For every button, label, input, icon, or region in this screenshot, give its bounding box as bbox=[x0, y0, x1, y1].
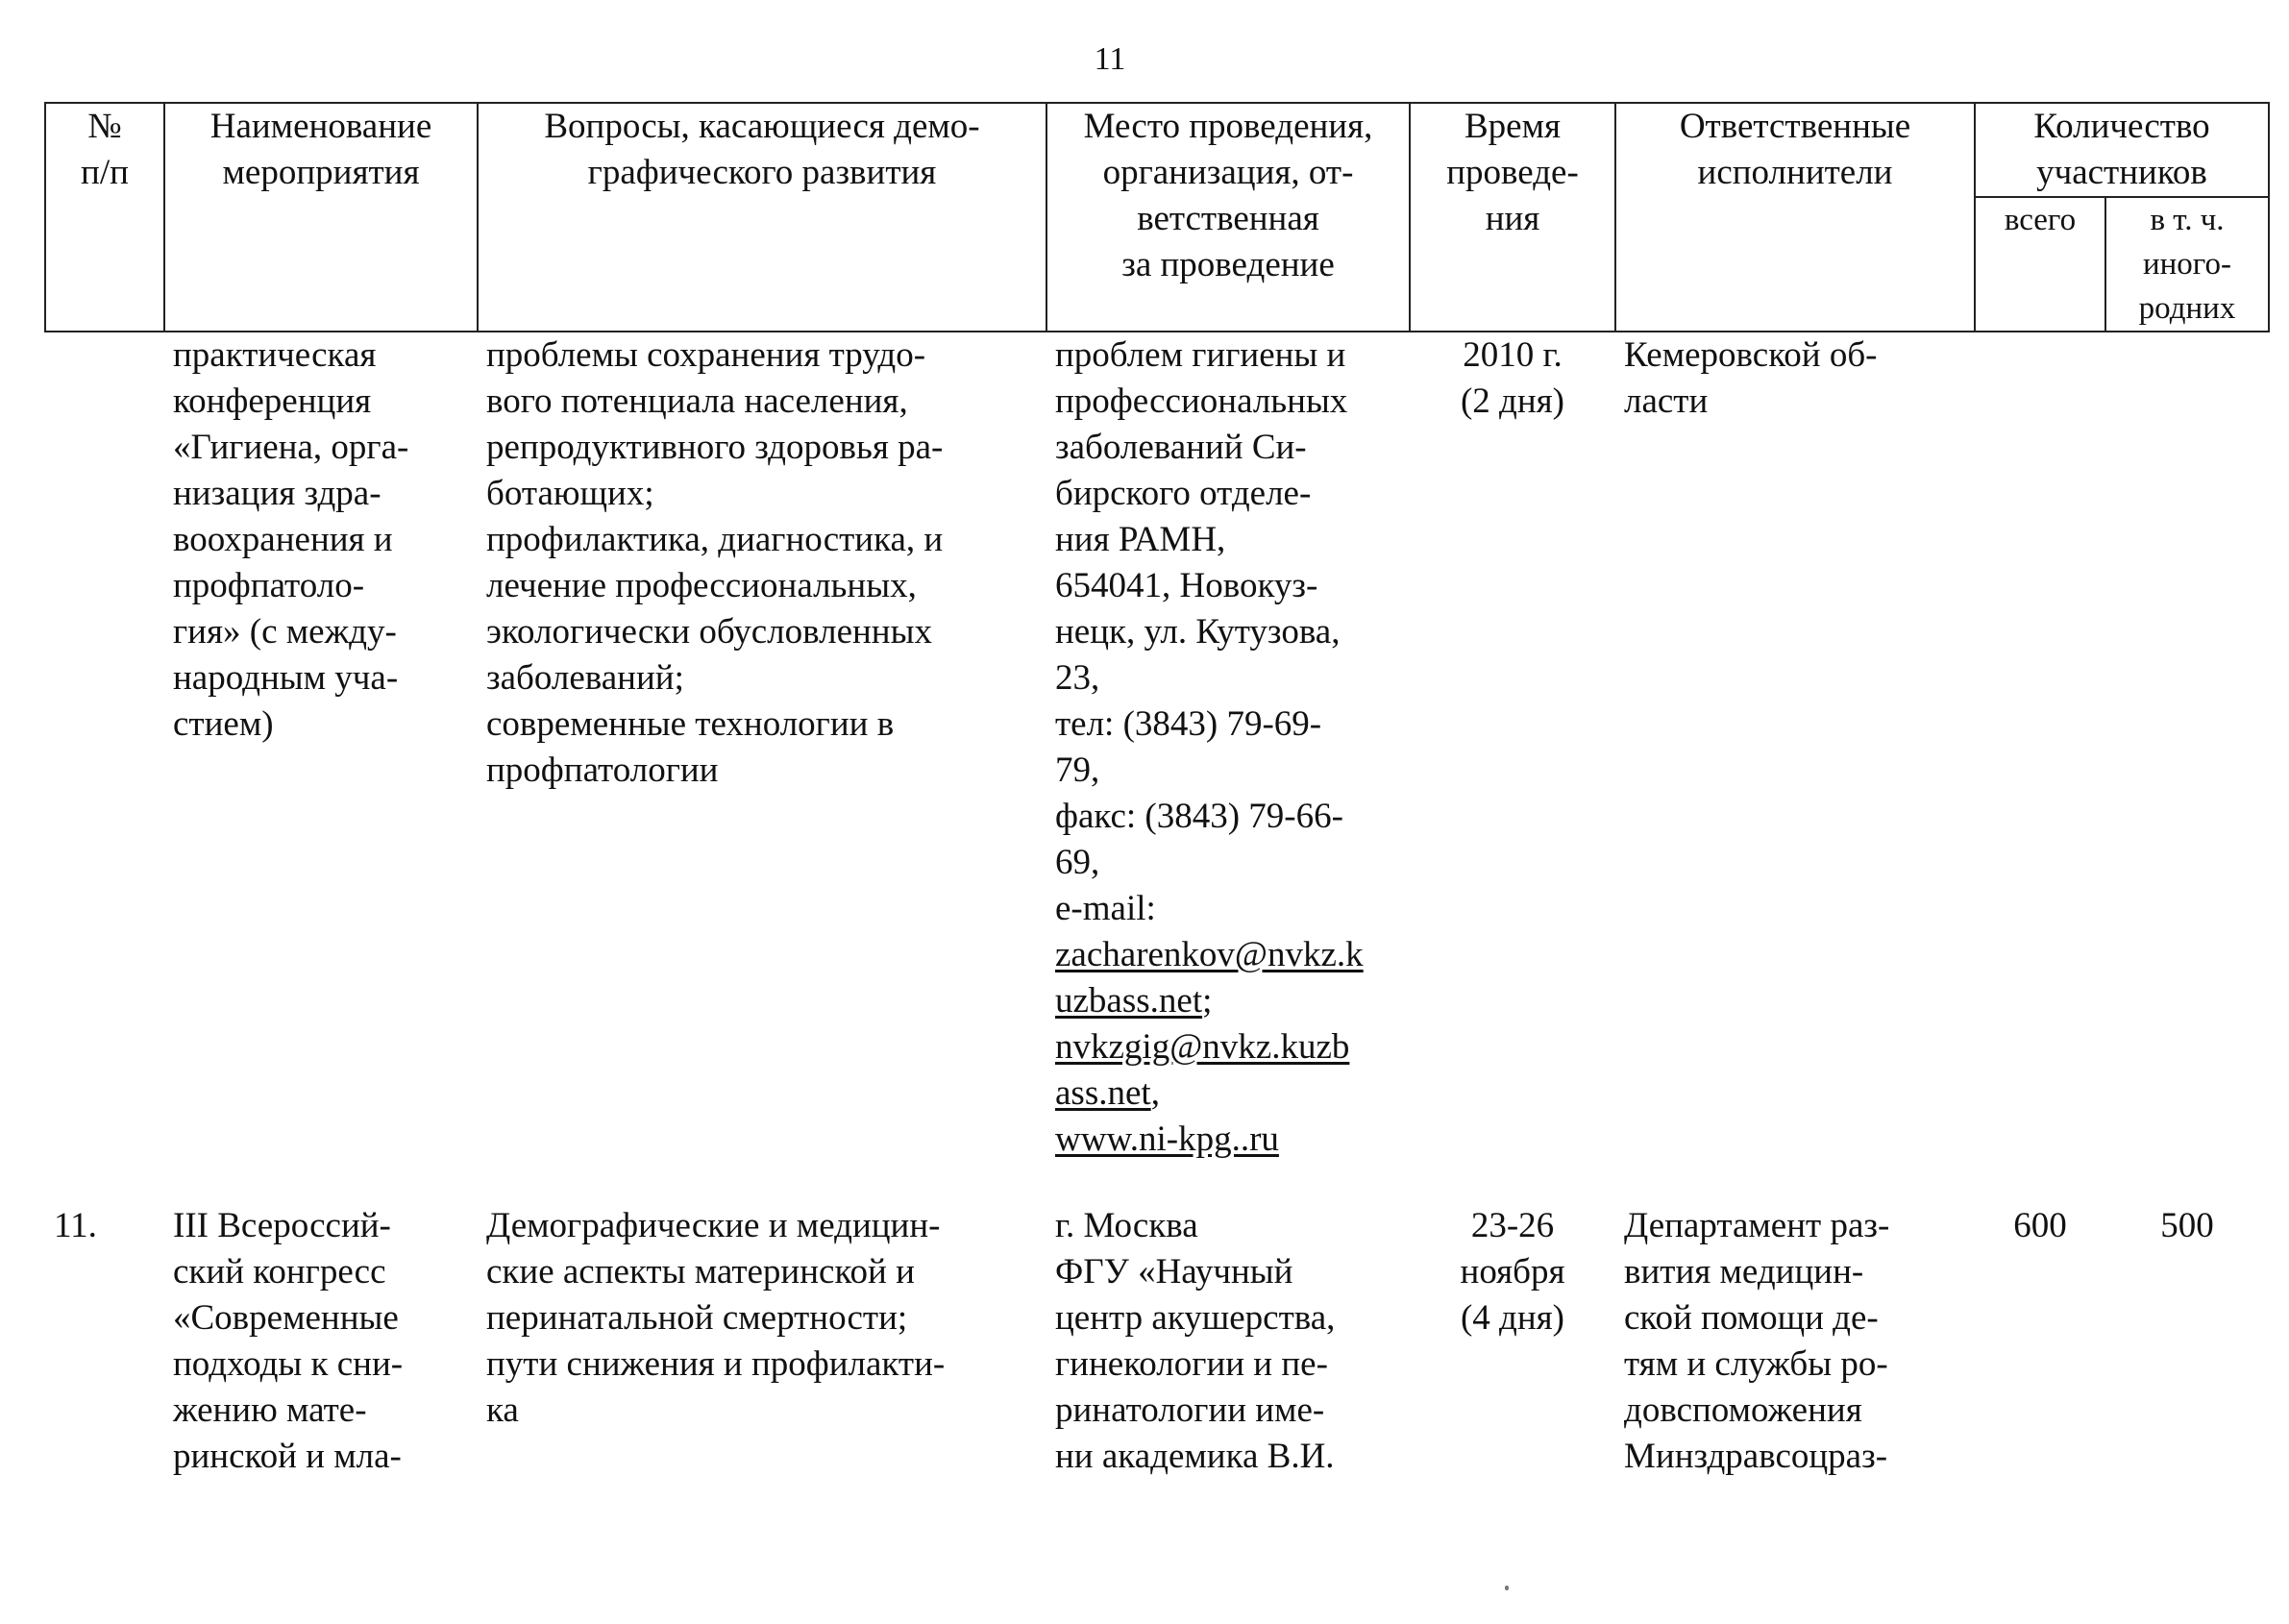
row-responsible: Департамент раз- вития медицин- ской помощи де- тям и службы ро- довспоможения Минздравсоцраз- bbox=[1624, 1206, 1890, 1476]
row-time: 23-26 ноября (4 дня) bbox=[1460, 1206, 1565, 1338]
cell-time bbox=[1410, 332, 1615, 1203]
cell-num bbox=[45, 332, 164, 1203]
header-place bbox=[1046, 103, 1410, 332]
cell-nonresident bbox=[2105, 1203, 2269, 1480]
cell-issues bbox=[478, 1203, 1046, 1480]
header-responsible-text: Ответственные исполнители bbox=[1679, 107, 1911, 192]
header-total-text: всего bbox=[2004, 203, 2077, 237]
row-time: 2010 г. (2 дня) bbox=[1460, 335, 1565, 421]
header-nonresident-text: в т. ч. иного- родних bbox=[2138, 203, 2236, 326]
table-row bbox=[45, 1203, 2269, 1480]
header-participants-text: Количество участников bbox=[2033, 107, 2210, 192]
scan-speck bbox=[1505, 1586, 1509, 1590]
email-link[interactable]: zacharenkov@nvkz.k uzbass.net bbox=[1055, 935, 1364, 1021]
header-responsible bbox=[1615, 103, 1975, 332]
header-name-text: Наименование мероприятия bbox=[209, 107, 432, 192]
header-num bbox=[45, 103, 164, 332]
row-place: проблем гигиены и профессиональных заболеваний Си- бирского отделе- ния РАМН, 654041, Новокуз- нецк, ул. Кутузова, 23, тел: (3843) 79-69- 79, факс: (3843) 79-66- 69, e-mail: bbox=[1055, 335, 1348, 928]
row-num: 11. bbox=[54, 1206, 97, 1245]
header-total bbox=[1975, 197, 2105, 332]
row-issues: Демографические и медицин- ские аспекты материнской и перинатальной смертности; пути снижения и профилакти- ка bbox=[486, 1206, 946, 1430]
separator-2: , bbox=[1150, 1073, 1160, 1113]
row-total: 600 bbox=[2013, 1206, 2067, 1245]
row-place-web-block bbox=[1055, 1117, 1401, 1163]
cell-responsible bbox=[1615, 332, 1975, 1203]
cell-issues bbox=[478, 332, 1046, 1203]
cell-name bbox=[164, 1203, 478, 1480]
header-num-text: № п/п bbox=[81, 107, 129, 192]
table-row bbox=[45, 332, 2269, 1203]
table-header bbox=[45, 103, 2269, 332]
page-number: 11 bbox=[1094, 41, 1126, 77]
header-issues-text: Вопросы, касающиеся демо- графического развития bbox=[544, 107, 980, 192]
header-nonresident bbox=[2105, 197, 2269, 332]
cell-name bbox=[164, 332, 478, 1203]
cell-num bbox=[45, 1203, 164, 1480]
header-issues bbox=[478, 103, 1046, 332]
row-place-email-block-2 bbox=[1055, 1024, 1401, 1117]
website-link[interactable]: www.ni-kpg..ru bbox=[1055, 1120, 1279, 1159]
header-time bbox=[1410, 103, 1615, 332]
header-place-text: Место проведения, организация, от- ветственная за проведение bbox=[1083, 107, 1373, 284]
cell-place bbox=[1046, 332, 1410, 1203]
cell-total bbox=[1975, 1203, 2105, 1480]
row-place: г. Москва ФГУ «Научный центр акушерства, гинекологии и пе- ринатологии име- ни академика В.И. bbox=[1055, 1206, 1336, 1476]
email-link-2[interactable]: nvkzgig@nvkz.kuzb ass.net bbox=[1055, 1027, 1350, 1113]
row-nonresident: 500 bbox=[2160, 1206, 2214, 1245]
row-place-email-block bbox=[1055, 932, 1401, 1024]
header-name bbox=[164, 103, 478, 332]
cell-total bbox=[1975, 332, 2105, 1203]
row-issues: проблемы сохранения трудо- вого потенциала населения, репродуктивного здоровья ра- ботающих; профилактика, диагностика, и лечение профессиональных, экологически обусловленных заболеваний; современные технологии в профпатологии bbox=[486, 335, 944, 790]
header-time-text: Время проведе- ния bbox=[1446, 107, 1579, 238]
header-participants bbox=[1975, 103, 2269, 197]
separator: ; bbox=[1202, 981, 1213, 1021]
row-name: III Всероссий- ский конгресс «Современные подходы к сни- жению мате- ринской и мла- bbox=[173, 1206, 404, 1476]
row-responsible: Кемеровской об- ласти bbox=[1624, 335, 1878, 421]
cell-nonresident bbox=[2105, 332, 2269, 1203]
cell-responsible bbox=[1615, 1203, 1975, 1480]
row-name: практическая конференция «Гигиена, орга- низация здра- воохранения и профпатоло- гия» (с между- народным уча- стием) bbox=[173, 335, 409, 744]
cell-time bbox=[1410, 1203, 1615, 1480]
cell-place bbox=[1046, 1203, 1410, 1480]
events-table bbox=[44, 102, 2270, 1480]
